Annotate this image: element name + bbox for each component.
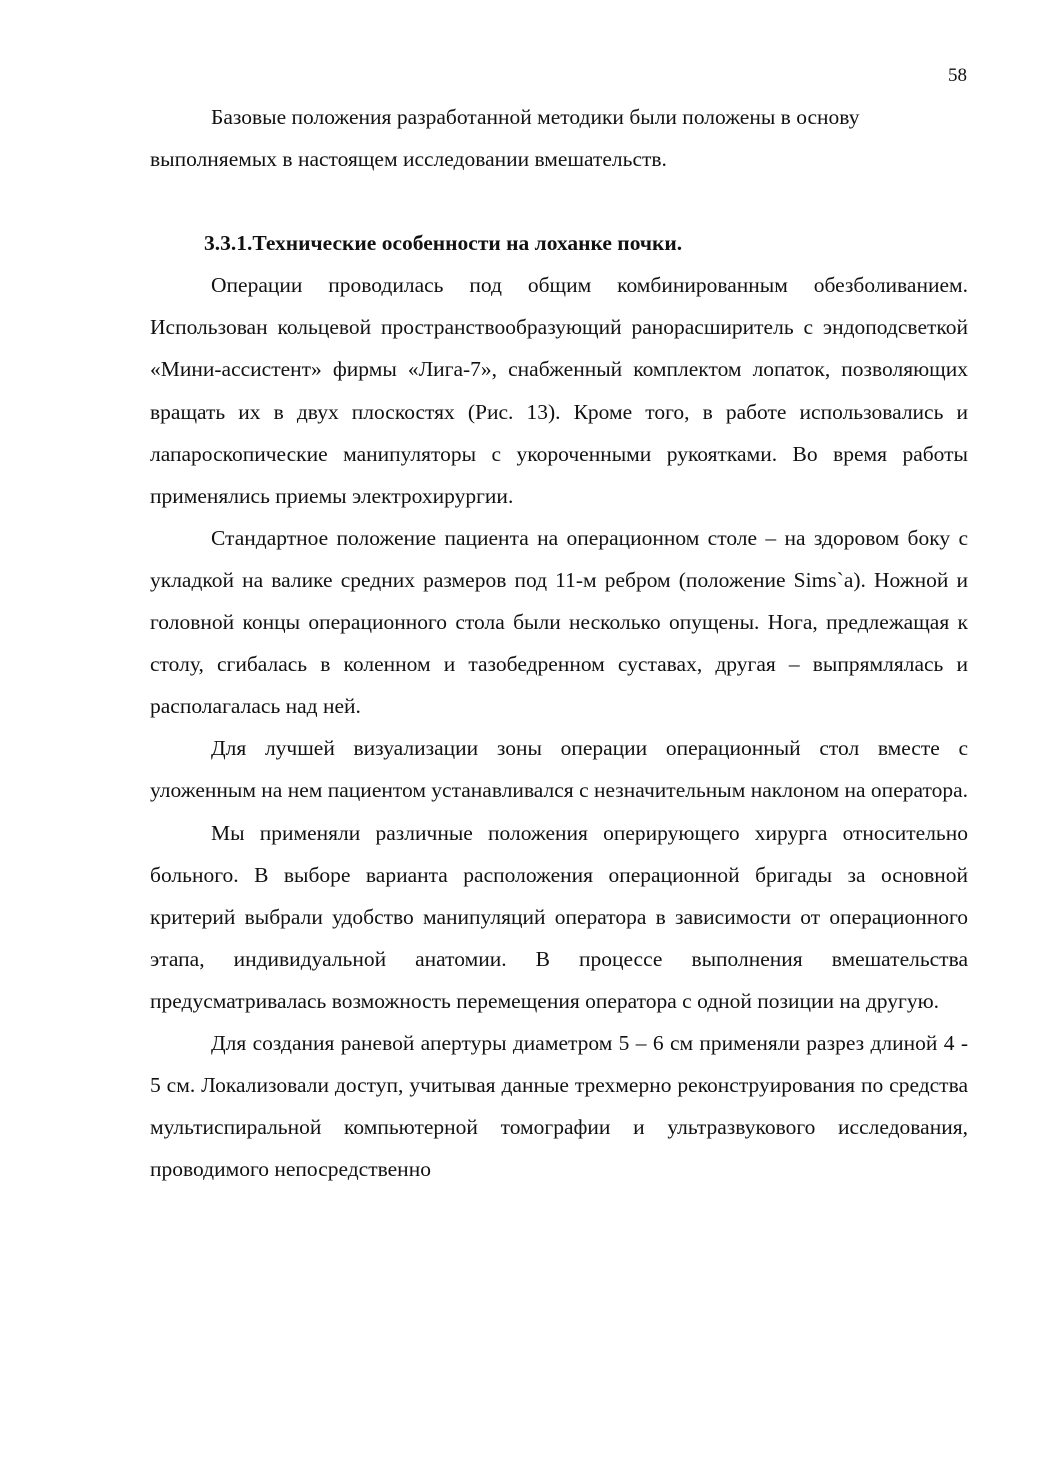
intro-paragraph: Базовые положения разработанной методики были положены в основу выполняемых в настоящем исследовании вмешательств. [150, 105, 860, 172]
paragraph-incision: Для создания раневой апертуры диаметром 5 – 6 см применяли разрез длиной 4 - 5 см. Локализовали доступ, учитывая данные трехмерно реконструирования по средства мультиспиральной компьютерной томографии и ультразвукового исследования, проводимого непосредственно [150, 1030, 968, 1182]
paragraph-visualization: Для лучшей визуализации зоны операции операционный стол вместе с уложенным на нем пациентом устанавливался с незначительным наклоном на оператора. [150, 736, 968, 803]
page-number: 58 [948, 65, 967, 86]
document-body [150, 96, 968, 1190]
section-heading: 3.3.1.Технические особенности на лоханке почки. [204, 231, 683, 256]
paragraph-patient-position: Стандартное положение пациента на операционном столе – на здоровом боку с укладкой на валике средних размеров под 11-м ребром (положение Sims`a). Ножной и головной концы операционного стола были несколько опущены. Нога, предлежащая к столу, сгибалась в коленном и тазобедренном суставах, другая – выпрямлялась и располагалась над ней. [150, 525, 968, 719]
paragraph-surgeon-position: Мы применяли различные положения оперирующего хирурга относительно больного. В выборе варианта расположения операционной бригады за основной критерий выбрали удобство манипуляций оператора в зависимости от операционного этапа, индивидуальной анатомии. В процессе выполнения вмешательства предусматривалась возможность перемещения оператора с одной позиции на другую. [150, 820, 968, 1013]
paragraph-anesthesia: Операции проводилась под общим комбинированным обезболиванием. Использован кольцевой пространствообразующий ранорасширитель с эндоподсветкой «Мини-ассистент» фирмы «Лига-7», снабженный комплектом лопаток, позволяющих вращать их в двух плоскостях (Рис. 13). Кроме того, в работе использовались и лапароскопические манипуляторы с укороченными рукоятками. Во время работы применялись приемы электрохирургии. [150, 273, 968, 508]
